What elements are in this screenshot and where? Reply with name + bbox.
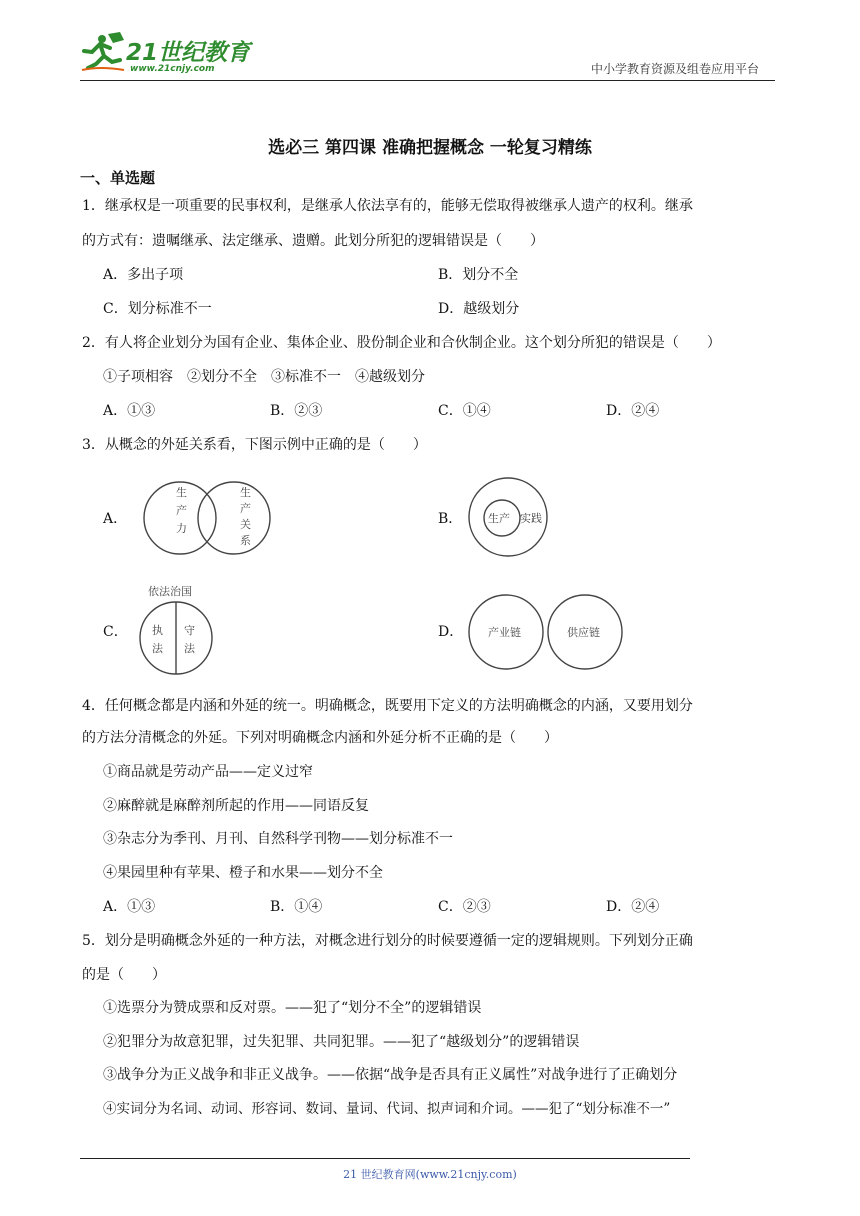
q3-stem-line1: 3．从概念的外延关系看，下图示例中正确的是（ ）	[82, 437, 427, 453]
footer-divider	[80, 1158, 690, 1159]
diag-c-left-2: 法	[152, 642, 163, 655]
q3-option-a: A．	[103, 511, 128, 527]
q3-option-d: D．	[438, 624, 464, 640]
q2-option-b: B．②③	[270, 403, 323, 419]
q4-stem-line1: 4．任何概念都是内涵和外延的统一。明确概念，既要用下定义的方法明确概念的内涵，又要用划分	[82, 698, 693, 714]
q4-option-b: B．①④	[270, 899, 323, 915]
diag-b-outer-label: 实践	[520, 512, 542, 525]
diag-d-left-label: 产业链	[488, 626, 521, 639]
page-title: 选必三 第四课 准确把握概念 一轮复习精练	[268, 138, 592, 158]
q1-stem-line2: 的方式有：遗嘱继承、法定继承、遗赠。此划分所犯的逻辑错误是（ ）	[82, 233, 544, 249]
diag-c-right-1: 守	[184, 624, 195, 637]
diag-a-right-2: 产	[240, 502, 251, 515]
q1-stem-line1: 1．继承权是一项重要的民事权利，是继承人依法享有的，能够无偿取得被继承人遗产的权利。继承	[82, 198, 693, 214]
diag-c-caption: 依法治国	[148, 585, 192, 598]
diag-d-right-label: 供应链	[567, 626, 600, 639]
diag-a-left-1: 生	[176, 486, 187, 499]
logo	[80, 30, 250, 78]
q4-statement-3: ③杂志分为季刊、月刊、自然科学刊物——划分标准不一	[103, 831, 453, 847]
q1-option-b: B．划分不全	[438, 267, 519, 283]
q5-statement-1: ①选票分为赞成票和反对票。——犯了“划分不全”的逻辑错误	[103, 1000, 482, 1016]
q2-items: ①子项相容 ②划分不全 ③标准不一 ④越级划分	[103, 369, 425, 385]
diag-a-left-3: 力	[176, 522, 187, 535]
logo-url: www.21cnjy.com	[130, 64, 215, 74]
q2-option-a: A．①③	[103, 403, 156, 419]
q2-stem-line1: 2．有人将企业划分为国有企业、集体企业、股份制企业和合伙制企业。这个划分所犯的错误是（ ）	[82, 335, 721, 351]
q1-option-c: C．划分标准不一	[103, 301, 212, 317]
q5-statement-4: ④实词分为名词、动词、形容词、数词、量词、代词、拟声词和介词。——犯了“划分标准不一”	[103, 1101, 671, 1117]
diag-a-right-3: 关	[240, 518, 251, 531]
q3-diagram-c	[136, 582, 220, 678]
header-tagline: 中小学教育资源及组卷应用平台	[591, 62, 760, 76]
q4-statement-1: ①商品就是劳动产品——定义过窄	[103, 764, 313, 780]
q2-option-d: D．②④	[606, 403, 660, 419]
q4-stem-line2: 的方法分清概念的外延。下列对明确概念内涵和外延分析不正确的是（ ）	[82, 730, 558, 746]
diag-a-right-1: 生	[240, 486, 251, 499]
header-divider	[80, 80, 775, 81]
q3-option-b: B．	[438, 511, 463, 527]
q5-stem-line1: 5．划分是明确概念外延的一种方法，对概念进行划分的时候要遵循一定的逻辑规则。下列划分正确	[82, 933, 693, 949]
diag-c-left-1: 执	[152, 624, 163, 637]
q5-stem-line2: 的是（ ）	[82, 967, 166, 983]
q4-statement-2: ②麻醉就是麻醉剂所起的作用——同语反复	[103, 798, 369, 814]
q2-option-c: C．①④	[438, 403, 491, 419]
q5-statement-3: ③战争分为正义战争和非正义战争。——依据“战争是否具有正义属性”对战争进行了正确划分	[103, 1067, 678, 1083]
diag-a-right-4: 系	[240, 534, 251, 547]
q3-option-c: C．	[103, 624, 128, 640]
footer-text: 21 世纪教育网(www.21cnjy.com)	[343, 1168, 517, 1181]
q5-statement-2: ②犯罪分为故意犯罪，过失犯罪、共同犯罪。——犯了“越级划分”的逻辑错误	[103, 1034, 580, 1050]
q4-option-c: C．②③	[438, 899, 491, 915]
diag-a-left-2: 产	[176, 504, 187, 517]
q4-statement-4: ④果园里种有苹果、橙子和水果——划分不全	[103, 865, 383, 881]
q4-option-d: D．②④	[606, 899, 660, 915]
q1-option-d: D．越级划分	[438, 301, 520, 317]
q3-diagram-b	[466, 476, 552, 558]
q3-diagram-a	[140, 478, 280, 558]
q1-option-a: A．多出子项	[103, 267, 184, 283]
logo-text: 21世纪教育	[126, 40, 251, 66]
diag-c-right-2: 法	[184, 642, 195, 655]
section-heading: 一、单选题	[80, 169, 156, 187]
q3-diagram-d	[466, 592, 626, 672]
runner-logo-icon	[80, 30, 126, 74]
diag-b-inner-label: 生产	[488, 512, 510, 525]
q4-option-a: A．①③	[103, 899, 156, 915]
